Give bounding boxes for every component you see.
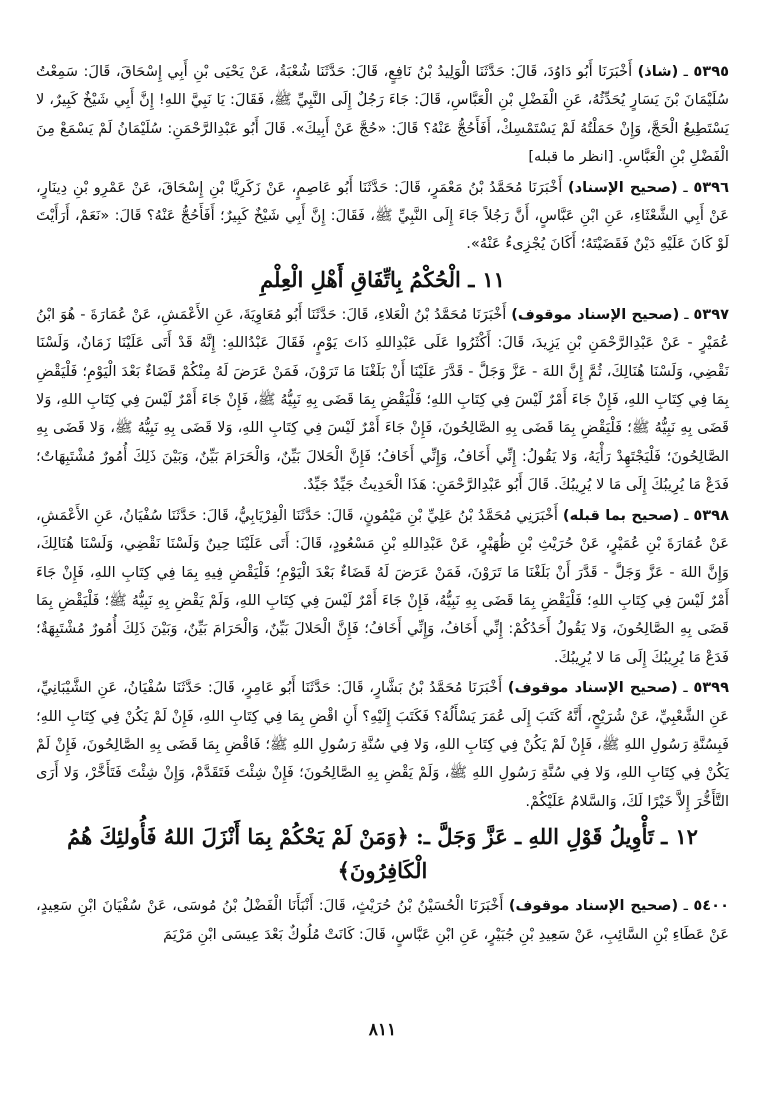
hadith-5399: ٥٣٩٩ ـ (صحيح الإسناد موقوف) أَخْبَرَنَا مُحَمَّدُ بْنُ بَشَّارٍ، قَالَ: حَدَّثَنَا أَبُو عَامِرٍ، قَالَ: حَدَّثَنَا سُفْيَانُ، عَنِ الشَّيْبَانِيِّ، عَنِ الشَّعْبِيِّ، عَنْ شُرَيْحٍ، أَنَّهُ كَتَبَ إِلَى عُمَرَ يَسْأَلُهُ؟ فَكَتَبَ إِلَيْهِ؟ أَنِ اقْضِ بِمَا فِي كِتَابِ اللهِ، فَإِنْ لَمْ يَكُنْ فِي كِتَابِ اللهِ؛ فَبِسُنَّةِ رَسُولِ اللهِ ﷺ، فَإِنْ لَمْ يَكُنْ فِي كِتَابِ اللهِ، وَلا فِي سُنَّةِ رَسُولِ اللهِ ﷺ؛ فَاقْضِ بِمَا قَضَى بِهِ الصَّالِحُونَ، فَإِنْ لَمْ يَكُنْ فِي كِتَابِ اللهِ، وَلا فِي سُنَّةِ رَسُولِ اللهِ ﷺ، وَلَمْ يَقْضِ بِهِ الصَّالِحُونَ؛ فَإِنْ شِئْتَ فَتَقَدَّمْ، وَإِنْ شِئْتَ فَتَأَخَّرْ، وَلا أَرَى التَّأَخُّرَ إِلاَّ خَيْرًا لَكَ، وَالسَّلامُ عَلَيْكُمْ. [36, 679, 729, 810]
section-title: ـ تَأْوِيلُ قَوْلِ اللهِ ـ عَزَّ وَجَلَّ ـ: ﴿وَمَنْ لَمْ يَحْكُمْ بِمَا أَنْزَلَ اللهُ فَأُولئِكَ هُمُ الْكَافِرُونَ﴾ [67, 824, 668, 884]
page-number: ٨١١ [368, 1020, 397, 1040]
section-title: ـ الْحُكْمُ بِاتِّفَاقِ أَهْلِ الْعِلْمِ [260, 266, 475, 292]
hadith-grade: (صحيح الإسناد موقوف) [511, 305, 680, 323]
hadith-grade: (صحيح الإسناد موقوف) [508, 897, 679, 915]
hadith-5400: ٥٤٠٠ ـ (صحيح الإسناد موقوف) أَخْبَرَنَا الْحُسَيْنُ بْنُ حُرَيْثٍ، قَالَ: أَنْبَأَنَا الْفَضْلُ بْنُ مُوسَى، عَنْ سُفْيَانَ ابْنِ سَعِيدٍ، عَنْ عَطَاءِ بْنِ السَّائِبِ، عَنْ سَعِيدِ بْنِ جُبَيْرٍ، عَنِ ابْنِ عَبَّاسٍ، قَالَ: كَانَتْ مُلُوكٌ بَعْدَ عِيسَى ابْنِ مَرْيَمَ [36, 897, 729, 943]
hadith-number: ٥٤٠٠ [693, 897, 729, 915]
hadith-grade: (صحيح الإسناد) [567, 178, 678, 196]
hadith-number: ٥٣٩٨ [693, 506, 729, 524]
section-number: ١١ [482, 266, 505, 292]
hadith-text: أَخْبَرَنَا مُحَمَّدُ بْنُ بَشَّارٍ، قَالَ: حَدَّثَنَا أَبُو عَامِرٍ، قَالَ: حَدَّثَنَا سُفْيَانُ، عَنِ الشَّيْبَانِيِّ، عَنِ الشَّعْبِيِّ، عَنْ شُرَيْحٍ، أَنَّهُ كَتَبَ إِلَى عُمَرَ يَسْأَلُهُ؟ فَكَتَبَ إِلَيْهِ؟ أَنِ اقْضِ بِمَا فِي كِتَابِ اللهِ، فَإِنْ لَمْ يَكُنْ فِي كِتَابِ اللهِ؛ فَبِسُنَّةِ رَسُولِ اللهِ ﷺ، فَإِنْ لَمْ يَكُنْ فِي كِتَابِ اللهِ، وَلا فِي سُنَّةِ رَسُولِ اللهِ ﷺ؛ فَاقْضِ بِمَا قَضَى بِهِ الصَّالِحُونَ، فَإِنْ لَمْ يَكُنْ فِي كِتَابِ اللهِ، وَلا فِي سُنَّةِ رَسُولِ اللهِ ﷺ، وَلَمْ يَقْضِ بِهِ الصَّالِحُونَ؛ فَإِنْ شِئْتَ فَتَقَدَّمْ، وَإِنْ شِئْتَ فَتَأَخَّرْ، وَلا أَرَى التَّأَخُّرَ إِلاَّ خَيْرًا لَكَ، وَالسَّلامُ عَلَيْكُمْ. [36, 679, 729, 810]
hadith-grade: (صحيح بما قبله) [562, 506, 680, 524]
hadith-text: أَخْبَرَنَا الْحُسَيْنُ بْنُ حُرَيْثٍ، قَالَ: أَنْبَأَنَا الْفَضْلُ بْنُ مُوسَى، عَنْ سُفْيَانَ ابْنِ سَعِيدٍ، عَنْ عَطَاءِ بْنِ السَّائِبِ، عَنْ سَعِيدِ بْنِ جُبَيْرٍ، عَنِ ابْنِ عَبَّاسٍ، قَالَ: كَانَتْ مُلُوكٌ بَعْدَ عِيسَى ابْنِ مَرْيَمَ [36, 897, 729, 943]
hadith-number: ٥٣٩٧ [693, 305, 730, 323]
hadith-5396: ٥٣٩٦ ـ (صحيح الإسناد) أَخْبَرَنَا مُحَمَّدُ بْنُ مَعْمَرٍ، قَالَ: حَدَّثَنَا أَبُو عَاصِمٍ، عَنْ زَكَرِيَّا بْنِ إِسْحَاقَ، عَنْ عَمْرِو بْنِ دِينَارٍ، عَنْ أَبِي الشَّعْثَاءِ، عَنِ ابْنِ عَبَّاسٍ، أَنَّ رَجُلاً جَاءَ إِلَى النَّبِيِّ ﷺ، فَقَالَ: إِنَّ أَبِي شَيْخٌ كَبِيرٌ؛ أَفَأَحُجُّ عَنْهُ؟ قَالَ: «نَعَمْ، أَرَأَيْتَ لَوْ كَانَ عَلَيْهِ دَيْنٌ فَقَضَيْتَهُ؛ أَكَانَ يُجْزِىءُ عَنْهُ». [36, 178, 729, 253]
hadith-text: أَخْبَرَنِي مُحَمَّدُ بْنُ عَلِيِّ بْنِ مَيْمُونٍ، قَالَ: حَدَّثَنَا الْفِرْيَابِيُّ، قَالَ: حَدَّثَنَا سُفْيَانُ، عَنِ الأَعْمَشِ، عَنْ عُمَارَةَ بْنِ عُمَيْرٍ، عَنْ حُرَيْثِ بْنِ ظُهَيْرٍ، عَنْ عَبْدِاللهِ بْنِ مَسْعُودٍ، قَالَ: أَتَى عَلَيْنَا حِينٌ وَلَسْنَا نَقْضِي، وَلَسْنَا هُنَالِكَ، وَإِنَّ اللهَ - عَزَّ وَجَلَّ - قَدَّرَ أَنْ بَلَغْنَا مَا تَرَوْنَ، فَمَنْ عَرَضَ لَهُ قَضَاءٌ بَعْدَ الْيَوْمِ؛ فَلْيَقْضِ فِيهِ بِمَا فِي كِتَابِ اللهِ، فَإِنْ جَاءَ أَمْرٌ لَيْسَ فِي كِتَابِ اللهِ؛ فَلْيَقْضِ بِمَا قَضَى بِهِ نَبِيُّهُ، فَإِنْ جَاءَ أَمْرٌ لَيْسَ فِي كِتَابِ اللهِ، وَلَمْ يَقْضِ بِهِ نَبِيُّهُ ﷺ؛ فَلْيَقْضِ بِمَا قَضَى بِهِ الصَّالِحُونَ، وَلا يَقُولُ أَحَدُكُمْ: إِنِّي أَخَافُ، وَإِنِّي أَخَافُ؛ فَإِنَّ الْحَلالَ بَيِّنٌ، وَالْحَرَامَ بَيِّنٌ، وَبَيْنَ ذَلِكَ أُمُورٌ مُشْتَبِهَةٌ؛ فَدَعْ مَا يُرِيبُكَ إِلَى مَا لا يُرِيبُكَ. [36, 506, 729, 666]
hadith-number: ٥٣٩٩ [693, 679, 729, 697]
hadith-grade: (شاذ) [637, 63, 679, 80]
hadith-text: أَخْبَرَنَا مُحَمَّدُ بْنُ مَعْمَرٍ، قَالَ: حَدَّثَنَا أَبُو عَاصِمٍ، عَنْ زَكَرِيَّا بْنِ إِسْحَاقَ، عَنْ عَمْرِو بْنِ دِينَارٍ، عَنْ أَبِي الشَّعْثَاءِ، عَنِ ابْنِ عَبَّاسٍ، أَنَّ رَجُلاً جَاءَ إِلَى النَّبِيِّ ﷺ، فَقَالَ: إِنَّ أَبِي شَيْخٌ كَبِيرٌ؛ أَفَأَحُجُّ عَنْهُ؟ قَالَ: «نَعَمْ، أَرَأَيْتَ لَوْ كَانَ عَلَيْهِ دَيْنٌ فَقَضَيْتَهُ؛ أَكَانَ يُجْزِىءُ عَنْهُ». [36, 178, 729, 253]
section-heading-12 [36, 820, 729, 888]
hadith-number: ٥٣٩٥ [693, 63, 730, 80]
section-heading-11 [36, 263, 729, 297]
hadith-5395: ٥٣٩٥ ـ (شاذ) أَخْبَرَنَا أَبُو دَاوُدَ، قَالَ: حَدَّثَنَا الْوَلِيدُ بْنُ نَافِعٍ، قَالَ: حَدَّثَنَا شُعْبَةُ، عَنْ يَحْيَى بْنِ أَبِي إِسْحَاقَ، قَالَ: سَمِعْتُ سُلَيْمَانَ بْنَ يَسَارٍ يُحَدِّثُهُ، عَنِ الْفَضْلِ بْنِ الْعَبَّاسِ، قَالَ: جَاءَ رَجُلٌ إِلَى النَّبِيِّ ﷺ، فَقَالَ: يَا نَبِيَّ اللهِ! إِنَّ أَبِي شَيْخٌ كَبِيرٌ، لا يَسْتَطِيعُ الْحَجَّ، وَإِنْ حَمَلْتُهُ لَمْ يَسْتَمْسِكْ، أَفَأَحُجُّ عَنْهُ؟ قَالَ: «حُجَّ عَنْ أَبِيكَ». قَالَ أَبُو عَبْدِالرَّحْمَنِ: سُلَيْمَانُ لَمْ يَسْمَعْ مِنَ الْفَضْلِ بْنِ الْعَبَّاسِ. [انظر ما قبله] [36, 63, 730, 166]
hadith-5397: ٥٣٩٧ ـ (صحيح الإسناد موقوف) أَخْبَرَنَا مُحَمَّدُ بْنُ الْعَلاءِ، قَالَ: حَدَّثَنَا أَبُو مُعَاوِيَةَ، عَنِ الأَعْمَشِ، عَنْ عُمَارَةَ - هُوَ ابْنُ عُمَيْرٍ - عَنْ عَبْدِالرَّحْمَنِ بْنِ يَزِيدَ، قَالَ: أَكْثَرُوا عَلَى عَبْدِاللهِ ذَاتَ يَوْمٍ، فَقَالَ عَبْدُاللهِ: إِنَّهُ قَدْ أَتَى عَلَيْنَا زَمَانٌ، وَلَسْنَا نَقْضِي، وَلَسْنَا هُنَالِكَ، ثُمَّ إِنَّ اللهَ - عَزَّ وَجَلَّ - قَدَّرَ عَلَيْنَا أَنْ بَلَغْنَا مَا تَرَوْنَ، فَمَنْ عَرَضَ لَهُ مِنْكُمْ قَضَاءٌ بَعْدَ الْيَوْمِ؛ فَلْيَقْضِ بِمَا فِي كِتَابِ اللهِ، فَإِنْ جَاءَ أَمْرٌ لَيْسَ فِي كِتَابِ اللهِ؛ فَلْيَقْضِ بِمَا قَضَى بِهِ نَبِيُّهُ ﷺ، فَإِنْ جَاءَ أَمْرٌ لَيْسَ فِي كِتَابِ اللهِ، وَلا قَضَى بِهِ نَبِيُّهُ ﷺ؛ فَلْيَقْضِ بِمَا قَضَى بِهِ الصَّالِحُونَ، فَإِنْ جَاءَ أَمْرٌ لَيْسَ فِي كِتَابِ اللهِ، وَلا قَضَى بِهِ نَبِيُّهُ ﷺ، وَلا قَضَى بِهِ الصَّالِحُونَ؛ فَلْيَجْتَهِدْ رَأْيَهُ، وَلا يَقُولُ: إِنِّي أَخَافُ، وَإِنِّي أَخَافُ؛ فَإِنَّ الْحَلالَ بَيِّنٌ، وَالْحَرَامَ بَيِّنٌ، وَبَيْنَ ذَلِكَ أُمُورٌ مُشْتَبِهَاتٌ؛ فَدَعْ مَا يُرِيبُكَ إِلَى مَا لا يُرِيبُكَ. قَالَ أَبُو عَبْدِالرَّحْمَنِ: هَذَا الْحَدِيثُ جَيِّدٌ جَيِّدٌ. [36, 305, 730, 494]
section-number: ١٢ [675, 824, 698, 850]
hadith-text: أَخْبَرَنَا مُحَمَّدُ بْنُ الْعَلاءِ، قَالَ: حَدَّثَنَا أَبُو مُعَاوِيَةَ، عَنِ الأَعْمَشِ، عَنْ عُمَارَةَ - هُوَ ابْنُ عُمَيْرٍ - عَنْ عَبْدِالرَّحْمَنِ بْنِ يَزِيدَ، قَالَ: أَكْثَرُوا عَلَى عَبْدِاللهِ ذَاتَ يَوْمٍ، فَقَالَ عَبْدُاللهِ: إِنَّهُ قَدْ أَتَى عَلَيْنَا زَمَانٌ، وَلَسْنَا نَقْضِي، وَلَسْنَا هُنَالِكَ، ثُمَّ إِنَّ اللهَ - عَزَّ وَجَلَّ - قَدَّرَ عَلَيْنَا أَنْ بَلَغْنَا مَا تَرَوْنَ، فَمَنْ عَرَضَ لَهُ مِنْكُمْ قَضَاءٌ بَعْدَ الْيَوْمِ؛ فَلْيَقْضِ بِمَا فِي كِتَابِ اللهِ، فَإِنْ جَاءَ أَمْرٌ لَيْسَ فِي كِتَابِ اللهِ؛ فَلْيَقْضِ بِمَا قَضَى بِهِ نَبِيُّهُ ﷺ، فَإِنْ جَاءَ أَمْرٌ لَيْسَ فِي كِتَابِ اللهِ، وَلا قَضَى بِهِ نَبِيُّهُ ﷺ؛ فَلْيَقْضِ بِمَا قَضَى بِهِ الصَّالِحُونَ، فَإِنْ جَاءَ أَمْرٌ لَيْسَ فِي كِتَابِ اللهِ، وَلا قَضَى بِهِ نَبِيُّهُ ﷺ، وَلا قَضَى بِهِ الصَّالِحُونَ؛ فَلْيَجْتَهِدْ رَأْيَهُ، وَلا يَقُولُ: إِنِّي أَخَافُ، وَإِنِّي أَخَافُ؛ فَإِنَّ الْحَلالَ بَيِّنٌ، وَالْحَرَامَ بَيِّنٌ، وَبَيْنَ ذَلِكَ أُمُورٌ مُشْتَبِهَاتٌ؛ فَدَعْ مَا يُرِيبُكَ إِلَى مَا لا يُرِيبُكَ. قَالَ أَبُو عَبْدِالرَّحْمَنِ: هَذَا الْحَدِيثُ جَيِّدٌ جَيِّدٌ. [36, 305, 729, 494]
hadith-number: ٥٣٩٦ [693, 178, 729, 196]
hadith-text: أَخْبَرَنَا أَبُو دَاوُدَ، قَالَ: حَدَّثَنَا الْوَلِيدُ بْنُ نَافِعٍ، قَالَ: حَدَّثَنَا شُعْبَةُ، عَنْ يَحْيَى بْنِ أَبِي إِسْحَاقَ، قَالَ: سَمِعْتُ سُلَيْمَانَ بْنَ يَسَارٍ يُحَدِّثُهُ، عَنِ الْفَضْلِ بْنِ الْعَبَّاسِ، قَالَ: جَاءَ رَجُلٌ إِلَى النَّبِيِّ ﷺ، فَقَالَ: يَا نَبِيَّ اللهِ! إِنَّ أَبِي شَيْخٌ كَبِيرٌ، لا يَسْتَطِيعُ الْحَجَّ، وَإِنْ حَمَلْتُهُ لَمْ يَسْتَمْسِكْ، أَفَأَحُجُّ عَنْهُ؟ قَالَ: «حُجَّ عَنْ أَبِيكَ». قَالَ أَبُو عَبْدِالرَّحْمَنِ: سُلَيْمَانُ لَمْ يَسْمَعْ مِنَ الْفَضْلِ بْنِ الْعَبَّاسِ. [انظر ما قبله] [36, 63, 729, 166]
hadith-5398: ٥٣٩٨ ـ (صحيح بما قبله) أَخْبَرَنِي مُحَمَّدُ بْنُ عَلِيِّ بْنِ مَيْمُونٍ، قَالَ: حَدَّثَنَا الْفِرْيَابِيُّ، قَالَ: حَدَّثَنَا سُفْيَانُ، عَنِ الأَعْمَشِ، عَنْ عُمَارَةَ بْنِ عُمَيْرٍ، عَنْ حُرَيْثِ بْنِ ظُهَيْرٍ، عَنْ عَبْدِاللهِ بْنِ مَسْعُودٍ، قَالَ: أَتَى عَلَيْنَا حِينٌ وَلَسْنَا نَقْضِي، وَلَسْنَا هُنَالِكَ، وَإِنَّ اللهَ - عَزَّ وَجَلَّ - قَدَّرَ أَنْ بَلَغْنَا مَا تَرَوْنَ، فَمَنْ عَرَضَ لَهُ قَضَاءٌ بَعْدَ الْيَوْمِ؛ فَلْيَقْضِ فِيهِ بِمَا فِي كِتَابِ اللهِ، فَإِنْ جَاءَ أَمْرٌ لَيْسَ فِي كِتَابِ اللهِ؛ فَلْيَقْضِ بِمَا قَضَى بِهِ نَبِيُّهُ، فَإِنْ جَاءَ أَمْرٌ لَيْسَ فِي كِتَابِ اللهِ، وَلَمْ يَقْضِ بِهِ نَبِيُّهُ ﷺ؛ فَلْيَقْضِ بِمَا قَضَى بِهِ الصَّالِحُونَ، وَلا يَقُولُ أَحَدُكُمْ: إِنِّي أَخَافُ، وَإِنِّي أَخَافُ؛ فَإِنَّ الْحَلالَ بَيِّنٌ، وَالْحَرَامَ بَيِّنٌ، وَبَيْنَ ذَلِكَ أُمُورٌ مُشْتَبِهَةٌ؛ فَدَعْ مَا يُرِيبُكَ إِلَى مَا لا يُرِيبُكَ. [36, 506, 729, 666]
hadith-grade: (صحيح الإسناد موقوف) [507, 679, 678, 697]
